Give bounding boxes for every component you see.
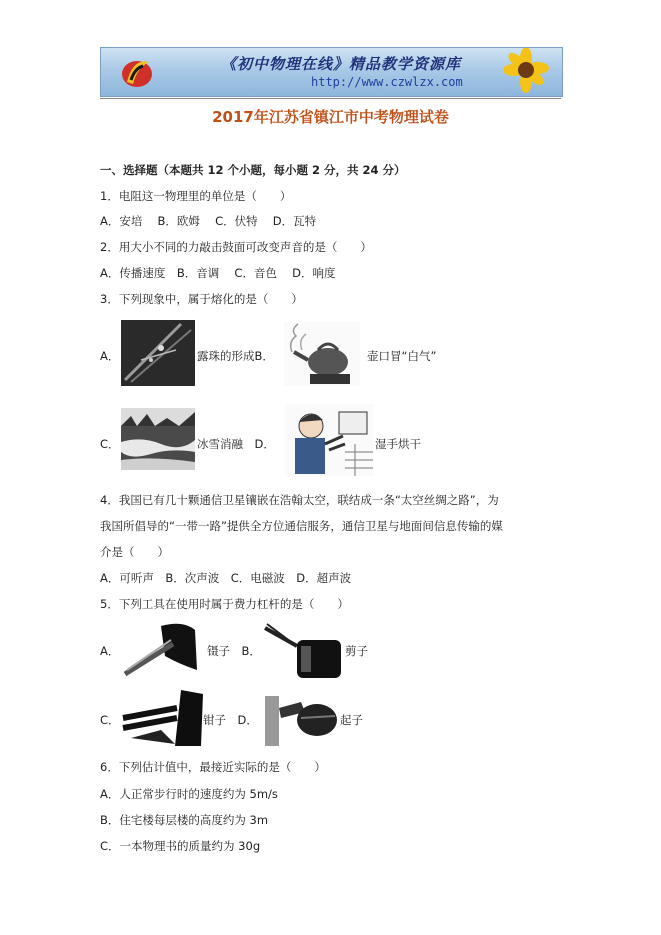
pliers-image	[121, 688, 205, 748]
q6-option-c: C．一本物理书的质量约为 30g	[100, 839, 261, 853]
q3-option-c-text: 冰雪消融 D．	[197, 437, 275, 451]
page-title: 2017年江苏省镇江市中考物理试卷	[212, 108, 449, 126]
header-banner	[100, 47, 563, 97]
q2-options: A．传播速度 B．音调 C．音色 D．响度	[100, 266, 336, 280]
melting-snow-image	[121, 408, 195, 470]
q3-option-a-label: A．	[100, 349, 120, 363]
q6-stem: 6．下列估计值中，最接近实际的是（ ）	[100, 760, 326, 774]
q4-line-3: 介是（ ）	[100, 545, 169, 559]
hand-dryer-image	[285, 404, 373, 476]
kettle-steam-image	[284, 322, 360, 386]
tweezers-image	[121, 620, 205, 678]
q2-stem: 2．用大小不同的力敲击鼓面可改变声音的是（ ）	[100, 240, 372, 254]
q5-option-a-label: A．	[100, 644, 120, 658]
q5-stem: 5．下列工具在使用时属于费力杠杆的是（ ）	[100, 597, 349, 611]
q1-stem: 1．电阻这一物理里的单位是（ ）	[100, 189, 292, 203]
q5-option-a-text: 镊子 B．	[207, 644, 261, 658]
q5-option-d-text: 起子	[340, 713, 363, 727]
q5-option-b-text: 剪子	[345, 644, 368, 658]
q3-option-c-label: C．	[100, 437, 120, 451]
q4-line-2: 我国所倡导的“一带一路”提供全方位通信服务，通信卫星与地面间信息传输的媒	[100, 519, 503, 533]
q5-option-c-label: C．	[100, 713, 120, 727]
banner-title: 《初中物理在线》精品教学资源库	[221, 55, 462, 73]
q3-option-d-text: 湿手烘干	[375, 437, 421, 451]
banner-url[interactable]: http://www.czwlzx.com	[311, 75, 463, 89]
q3-option-a-text: 露珠的形成B．	[197, 349, 274, 363]
scissors-image	[261, 620, 345, 682]
q1-options: A．安培 B．欧姆 C．伏特 D．瓦特	[100, 214, 317, 228]
q3-option-b-text: 壶口冒“白气”	[367, 349, 437, 363]
q4-line-1: 4．我国已有几十颗通信卫星镶嵌在浩翰太空，联结成一条“太空丝绸之路”，为	[100, 493, 499, 507]
sunflower-icon	[486, 48, 556, 96]
q3-stem: 3．下列现象中，属于熔化的是（ ）	[100, 292, 303, 306]
section-heading: 一、选择题（本题共 12 个小题，每小题 2 分，共 24 分）	[100, 163, 406, 177]
bottle-opener-image	[261, 688, 339, 748]
q4-options: A．可听声 B．次声波 C．电磁波 D．超声波	[100, 571, 352, 585]
q6-option-b: B．住宅楼每层楼的高度约为 3m	[100, 813, 269, 827]
q6-option-a: A．人正常步行时的速度约为 5m/s	[100, 787, 278, 801]
site-logo-icon	[119, 54, 155, 90]
dew-drop-image	[121, 320, 195, 386]
q5-option-c-text: 钳子 D．	[203, 713, 258, 727]
header-divider	[100, 98, 561, 99]
